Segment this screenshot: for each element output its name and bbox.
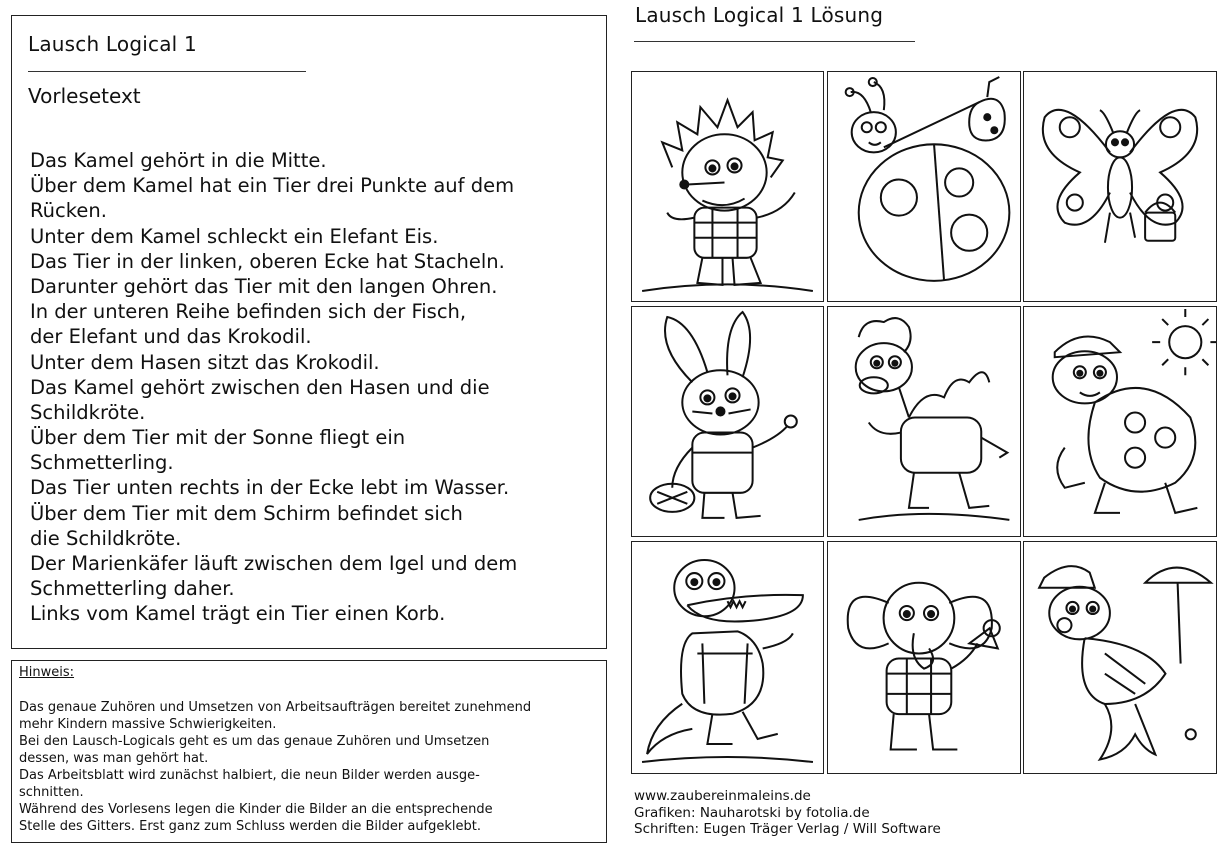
credit-graphics: Grafiken: Nauharotski by fotolia.de <box>634 804 870 821</box>
story-line: Das Kamel gehört zwischen den Hasen und die <box>30 375 490 399</box>
grid-cell-camel <box>827 306 1021 537</box>
grid-cell-crocodile <box>631 541 824 774</box>
hint-text <box>19 699 531 835</box>
hedgehog-icon <box>632 72 823 301</box>
story-line: In der unteren Reihe befinden sich der Fisch, <box>30 300 467 324</box>
rabbit-icon <box>632 307 823 536</box>
grid-cell-elephant <box>827 541 1021 774</box>
grid-cell-hedgehog <box>631 71 824 302</box>
story-line: Der Marienkäfer läuft zwischen dem Igel und dem <box>30 552 518 575</box>
fish-icon <box>1024 542 1216 773</box>
hint-line: Bei den Lausch-Logicals geht es um das genaue Zuhören und Umsetzen <box>19 734 490 749</box>
story-line: Schildkröte. <box>30 400 146 424</box>
grid-cell-butterfly <box>1023 71 1217 302</box>
worksheet-title: Lausch Logical 1 <box>28 32 197 56</box>
credit-fonts: Schriften: Eugen Träger Verlag / Will Software <box>634 821 941 837</box>
solution-title: Lausch Logical 1 Lösung <box>635 3 884 27</box>
story-line: Darunter gehört das Tier mit den langen Ohren. <box>30 274 498 298</box>
story-line: Über dem Kamel hat ein Tier drei Punkte auf dem <box>30 174 515 198</box>
reading-text-box <box>11 15 607 649</box>
ladybug-icon <box>828 72 1020 301</box>
hint-line: mehr Kindern massive Schwierigkeiten. <box>19 717 277 732</box>
grid-cell-fish <box>1023 541 1217 774</box>
grid-cell-ladybug <box>827 71 1021 302</box>
credits <box>634 788 941 838</box>
title-underline <box>28 71 306 72</box>
crocodile-icon <box>632 542 823 773</box>
story-line: die Schildkröte. <box>30 526 182 550</box>
hint-line: Das genaue Zuhören und Umsetzen von Arbeitsaufträgen bereitet zunehmend <box>19 700 532 715</box>
butterfly-icon <box>1024 72 1216 301</box>
section-subtitle: Vorlesetext <box>28 84 141 108</box>
story-line: Unter dem Hasen sitzt das Krokodil. <box>30 350 380 374</box>
story-text <box>30 148 600 627</box>
hint-line: Das Arbeitsblatt wird zunächst halbiert, die neun Bilder werden ausge- <box>19 768 480 783</box>
hint-line: Stelle des Gitters. Erst ganz zum Schluss werden die Bilder aufgeklebt. <box>19 819 482 834</box>
story-line: der Elefant und das Krokodil. <box>30 325 312 349</box>
grid-cell-turtle <box>1023 306 1217 537</box>
hint-line: dessen, was man gehört hat. <box>19 751 209 766</box>
story-line: Unter dem Kamel schleckt ein Elefant Eis. <box>30 224 439 248</box>
camel-icon <box>828 307 1020 536</box>
story-line: Rücken. <box>30 199 107 223</box>
solution-title-underline <box>634 41 915 42</box>
turtle-icon <box>1024 307 1216 536</box>
hint-heading: Hinweis: <box>19 665 75 680</box>
story-line: Schmetterling. <box>30 451 174 475</box>
story-line: Über dem Tier mit der Sonne fliegt ein <box>30 426 406 450</box>
credit-website: www.zaubereinmaleins.de <box>634 788 811 804</box>
story-line: Das Tier in der linken, oberen Ecke hat Stacheln. <box>30 249 505 273</box>
hint-line: schnitten. <box>19 785 84 800</box>
story-line: Das Kamel gehört in die Mitte. <box>30 149 327 172</box>
hint-box <box>11 660 607 843</box>
story-line: Das Tier unten rechts in der Ecke lebt im Wasser. <box>30 476 510 500</box>
story-line: Schmetterling daher. <box>30 577 235 601</box>
story-line: Über dem Tier mit dem Schirm befindet sich <box>30 501 463 525</box>
hint-line: Während des Vorlesens legen die Kinder die Bilder an die entsprechende <box>19 802 493 817</box>
story-line: Links vom Kamel trägt ein Tier einen Korb. <box>30 602 446 626</box>
elephant-icon <box>828 542 1020 773</box>
grid-cell-rabbit <box>631 306 824 537</box>
solution-grid <box>631 71 1217 774</box>
